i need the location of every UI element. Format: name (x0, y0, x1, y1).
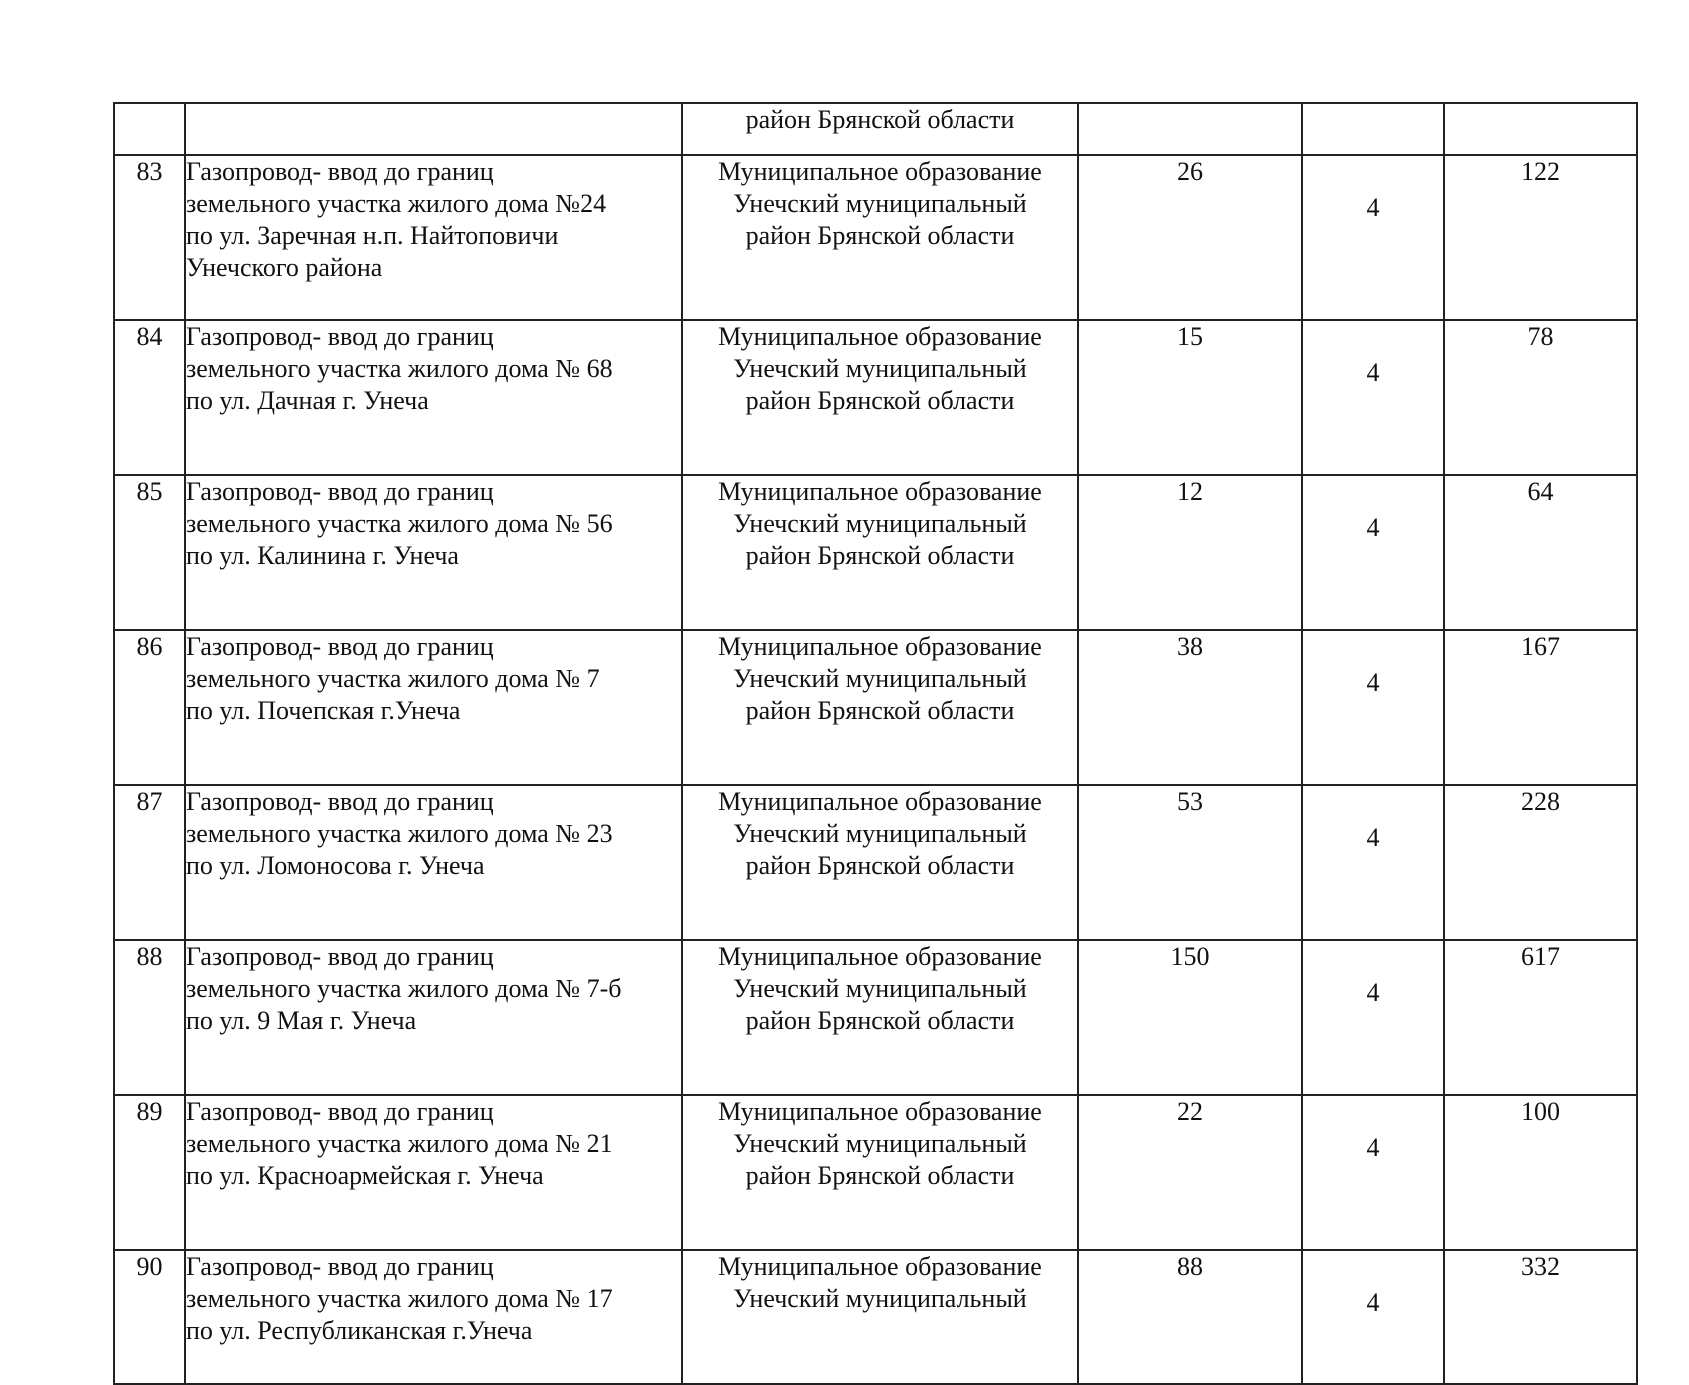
object-name-cell (185, 630, 682, 785)
object-name-line: Газопровод- ввод до границ (186, 632, 494, 661)
object-name-line: земельного участка жилого дома № 7 (186, 664, 600, 693)
diameter-cell: 4 (1302, 630, 1444, 785)
owner-line: Унечский муниципальный (733, 509, 1027, 538)
object-name-cell (185, 1250, 682, 1384)
object-name-line: Газопровод- ввод до границ (186, 322, 494, 351)
owner-line: Муниципальное образование (718, 1097, 1042, 1126)
object-name-line: земельного участка жилого дома № 17 (186, 1284, 613, 1313)
row-number-cell (114, 103, 185, 155)
row-number-cell: 83 (114, 155, 185, 320)
diameter-cell: 4 (1302, 155, 1444, 320)
object-name-line: земельного участка жилого дома № 56 (186, 509, 613, 538)
owner-cell (682, 785, 1078, 940)
row-number-cell: 89 (114, 1095, 185, 1250)
object-name-line: Газопровод- ввод до границ (186, 787, 494, 816)
object-name-line: Газопровод- ввод до границ (186, 157, 494, 186)
owner-line: Унечский муниципальный (733, 974, 1027, 1003)
object-name-cell (185, 320, 682, 475)
value-cell: 100 (1444, 1095, 1637, 1250)
table-row (114, 940, 1637, 1095)
owner-line: Муниципальное образование (718, 787, 1042, 816)
table-row (114, 1095, 1637, 1250)
object-name-cell (185, 1095, 682, 1250)
owner-cell (682, 103, 1078, 155)
row-number-cell: 90 (114, 1250, 185, 1384)
value-cell (1444, 103, 1637, 155)
diameter-cell: 4 (1302, 940, 1444, 1095)
owner-line: Муниципальное образование (718, 322, 1042, 351)
value-cell: 64 (1444, 475, 1637, 630)
length-cell: 12 (1078, 475, 1302, 630)
owner-line: Муниципальное образование (718, 477, 1042, 506)
owner-line: район Брянской области (745, 851, 1015, 880)
object-name-line: по ул. Калинина г. Унеча (186, 541, 459, 570)
length-cell: 38 (1078, 630, 1302, 785)
value-cell: 332 (1444, 1250, 1637, 1384)
table-row (114, 1250, 1637, 1384)
object-name-cell (185, 475, 682, 630)
owner-cell (682, 475, 1078, 630)
owner-line: район Брянской области (745, 1161, 1015, 1190)
owner-cell (682, 1095, 1078, 1250)
value-cell: 167 (1444, 630, 1637, 785)
length-cell: 150 (1078, 940, 1302, 1095)
table-row (114, 475, 1637, 630)
value-cell: 228 (1444, 785, 1637, 940)
owner-cell (682, 940, 1078, 1095)
object-name-line: земельного участка жилого дома №24 (186, 189, 607, 218)
owner-line: район Брянской области (745, 696, 1015, 725)
object-name-line: Газопровод- ввод до границ (186, 1252, 494, 1281)
object-name-line: Газопровод- ввод до границ (186, 477, 494, 506)
length-cell: 26 (1078, 155, 1302, 320)
object-name-cell (185, 785, 682, 940)
owner-cell (682, 320, 1078, 475)
owner-cell (682, 155, 1078, 320)
object-name-line: Унечского района (186, 253, 383, 282)
value-cell: 78 (1444, 320, 1637, 475)
owner-line: район Брянской области (745, 1006, 1015, 1035)
length-cell: 15 (1078, 320, 1302, 475)
object-name-line: земельного участка жилого дома № 7-б (186, 974, 622, 1003)
row-number-cell: 85 (114, 475, 185, 630)
owner-line: район Брянской области (745, 386, 1015, 415)
owner-line: Унечский муниципальный (733, 354, 1027, 383)
object-name-cell (185, 940, 682, 1095)
row-number-cell: 86 (114, 630, 185, 785)
table-row-continuation (114, 103, 1637, 155)
owner-line: район Брянской области (745, 221, 1015, 250)
owner-line: район Брянской области (745, 105, 1015, 134)
diameter-cell: 4 (1302, 475, 1444, 630)
length-cell: 22 (1078, 1095, 1302, 1250)
diameter-cell: 4 (1302, 1095, 1444, 1250)
length-cell: 88 (1078, 1250, 1302, 1384)
owner-line: Муниципальное образование (718, 1252, 1042, 1281)
owner-line: Муниципальное образование (718, 632, 1042, 661)
property-registry-table (113, 102, 1638, 1385)
object-name-line: земельного участка жилого дома № 21 (186, 1129, 613, 1158)
diameter-cell: 4 (1302, 320, 1444, 475)
row-number-cell: 84 (114, 320, 185, 475)
owner-line: Унечский муниципальный (733, 1284, 1027, 1313)
diameter-cell: 4 (1302, 785, 1444, 940)
object-name-line: Газопровод- ввод до границ (186, 1097, 494, 1126)
object-name-line: Газопровод- ввод до границ (186, 942, 494, 971)
table-row (114, 155, 1637, 320)
object-name-line: по ул. Ломоносова г. Унеча (186, 851, 485, 880)
owner-line: Муниципальное образование (718, 157, 1042, 186)
object-name-line: по ул. Дачная г. Унеча (186, 386, 429, 415)
object-name-line: земельного участка жилого дома № 23 (186, 819, 613, 848)
object-name-line: по ул. Красноармейская г. Унеча (186, 1161, 544, 1190)
owner-line: Унечский муниципальный (733, 1129, 1027, 1158)
object-name-line: по ул. 9 Мая г. Унеча (186, 1006, 417, 1035)
object-name-line: земельного участка жилого дома № 68 (186, 354, 613, 383)
object-name-line: по ул. Почепская г.Унеча (186, 696, 461, 725)
diameter-cell (1302, 103, 1444, 155)
value-cell: 617 (1444, 940, 1637, 1095)
diameter-cell: 4 (1302, 1250, 1444, 1384)
table-row (114, 785, 1637, 940)
table-row (114, 320, 1637, 475)
owner-line: район Брянской области (745, 541, 1015, 570)
object-name-line: по ул. Заречная н.п. Найтоповичи (186, 221, 559, 250)
owner-cell (682, 1250, 1078, 1384)
owner-line: Унечский муниципальный (733, 819, 1027, 848)
owner-line: Муниципальное образование (718, 942, 1042, 971)
row-number-cell: 87 (114, 785, 185, 940)
owner-line: Унечский муниципальный (733, 664, 1027, 693)
object-name-line: по ул. Республиканская г.Унеча (186, 1316, 533, 1345)
table-row (114, 630, 1637, 785)
object-name-cell (185, 103, 682, 155)
owner-line: Унечский муниципальный (733, 189, 1027, 218)
owner-cell (682, 630, 1078, 785)
object-name-cell (185, 155, 682, 320)
length-cell: 53 (1078, 785, 1302, 940)
row-number-cell: 88 (114, 940, 185, 1095)
value-cell: 122 (1444, 155, 1637, 320)
length-cell (1078, 103, 1302, 155)
